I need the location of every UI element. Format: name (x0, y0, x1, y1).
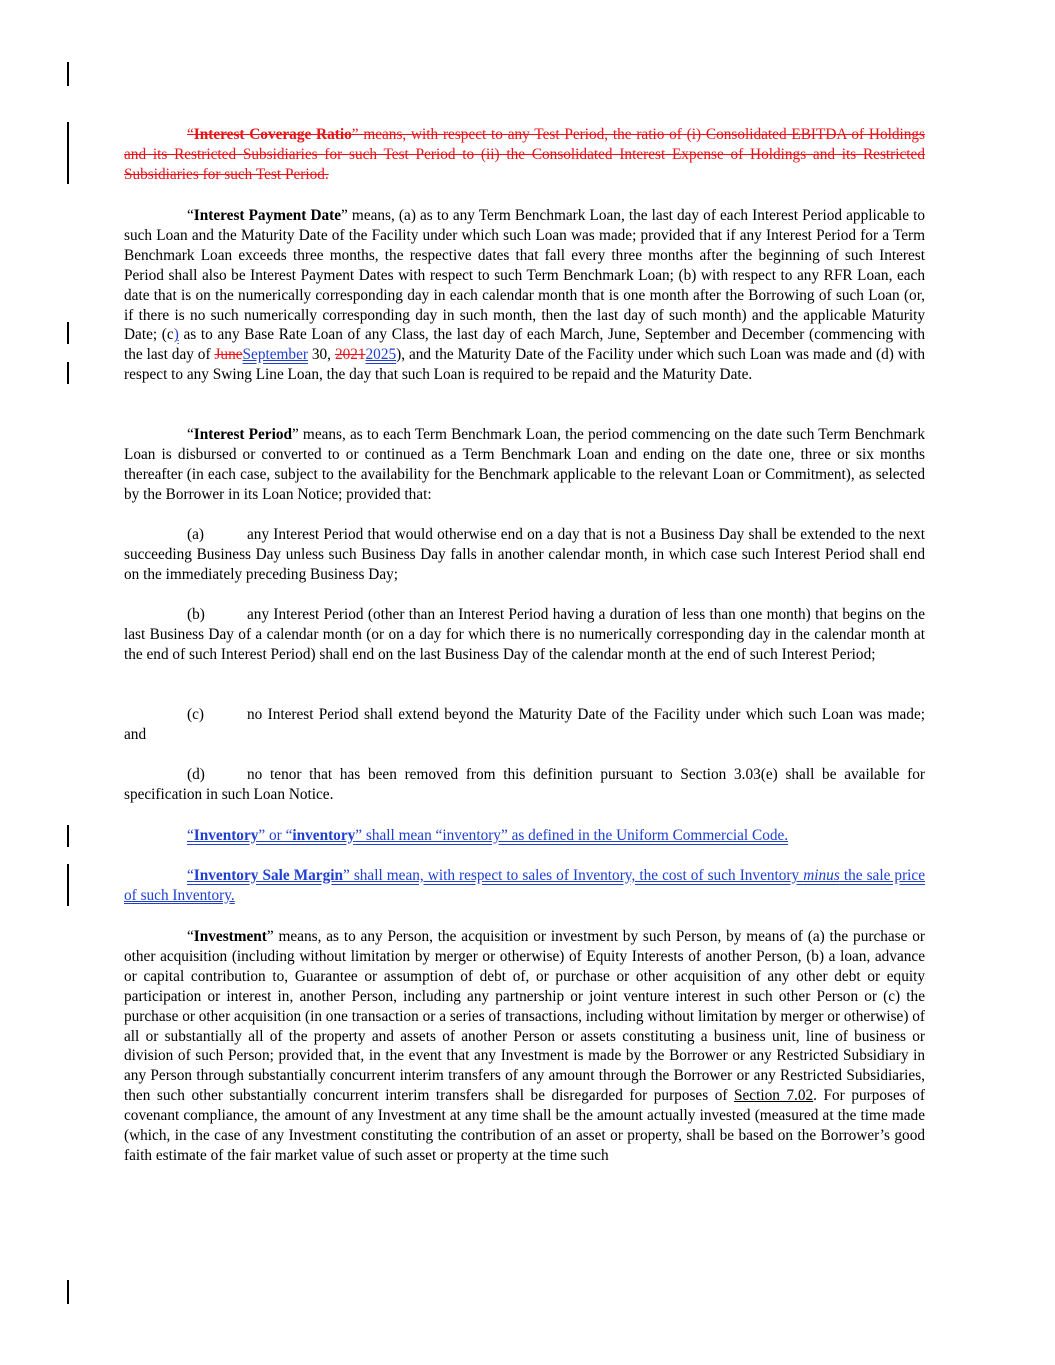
deleted-text: June (214, 346, 243, 364)
definition-body: ” shall mean, with respect to sales of Inventory, the cost of such Inventory (342, 867, 804, 884)
definition-body: ” shall mean “inventory” as defined in the Uniform Commercial Code. (355, 827, 789, 844)
clause-label: (c) (187, 706, 204, 723)
inserted-text: September (242, 346, 308, 364)
defined-term-alt: inventory (292, 827, 356, 844)
quote-separator: ” or “ (258, 827, 293, 844)
open-quote: “ (187, 928, 194, 945)
definition-body: ), and the Maturity Date of the Facility under which such Loan was made and (d) with respect to any Swing Line Loan, the day that such Loan is required to be repaid and the Maturity Date. (124, 346, 925, 384)
clause-label: (a) (187, 526, 204, 543)
definition-body: as to any Base Rate Loan of any Class, the last day of each March, June, September and December (commencing with the last day of (124, 326, 925, 364)
defined-term: Interest Coverage Ratio (193, 126, 352, 143)
clause-a (124, 525, 925, 585)
clause-text: any Interest Period that would otherwise end on a day that is not a Business Day shall be extended to the next succeeding Business Day unless such Business Day falls in another calendar month, in which case such Interest Period shall end on the immediately preceding Business Day; (124, 526, 925, 583)
definition-body: ” means, as to any Person, the acquisition or investment by such Person, by means of (a) the purchase or other acquisition (including without limitation by merger or otherwise) of Equity Interests of another Person, (b) a loan, advance or capital contribution to, Guarantee or assumption of debt of, or purchase or other acquisition of any other debt or equity participation or interest in, another Person, including any partnership or joint venture interest in such other Person or (c) the purchase or other acquisition (in one transaction or a series of transactions, including without limitation by merger or otherwise) of all or substantially all of the property and assets of another Person or assets constituting a business unit, line of business or division of such Person; provided that, in the event that any Investment is made by the Borrower or any Restricted Subsidiary in any Person through substantially concurrent interim transfers of any amount through the Borrower or any Restricted Subsidiaries, then such other substantially concurrent interim transfers shall be disregarded for purposes of (124, 928, 925, 1105)
change-bar (67, 322, 69, 344)
definition-body: the sale price of such Inventory. (124, 867, 926, 904)
definition-inventory (124, 826, 925, 846)
change-bar (67, 1280, 69, 1304)
italic-term: minus (803, 867, 840, 884)
clause-d (124, 765, 925, 805)
deleted-text: 2021 (334, 346, 366, 364)
open-quote: “ (187, 207, 194, 224)
definition-body: 30, (307, 346, 335, 364)
defined-term: Investment (193, 928, 267, 945)
change-bar (67, 62, 69, 86)
definition-body: . For purposes of covenant compliance, the amount of any Investment at any time shall be the amount actually invested (measured at the time made (which, in the case of any Investment constituting the contribution of an asset or property, shall be based on the Borrower’s good faith estimate of the fair market value of such asset or property at the time such (124, 1087, 925, 1164)
change-bar (67, 825, 69, 847)
clause-c (124, 705, 925, 745)
section-reference: Section 7.02 (733, 1087, 814, 1105)
clause-text: any Interest Period (other than an Interest Period having a duration of less than one month) that begins on the last Business Day of a calendar month (or on a day for which there is no numerically corresponding day in the calendar month at the end of such Interest Period) shall end on the last Business Day of the calendar month at the end of such Interest Period; (124, 606, 925, 663)
open-quote: “ (187, 126, 194, 143)
defined-term: Interest Payment Date (193, 207, 342, 224)
inserted-text: ) (173, 326, 179, 344)
defined-term: Interest Period (193, 426, 292, 443)
change-bar (67, 864, 69, 906)
definition-interest-coverage-ratio (124, 125, 925, 185)
open-quote: “ (187, 426, 194, 443)
clause-b (124, 605, 925, 665)
definition-investment (124, 927, 925, 1166)
open-quote: “ (187, 827, 194, 844)
change-bar (67, 122, 69, 184)
clause-text: no Interest Period shall extend beyond the Maturity Date of the Facility under which such Loan was made; and (124, 706, 925, 743)
clause-label: (d) (187, 766, 205, 783)
defined-term: Inventory Sale Margin (193, 867, 343, 884)
definition-body: ” means, (a) as to any Term Benchmark Loan, the last day of each Interest Period applicable to such Loan and the Maturity Date of the Facility under which such Loan was made; provided that if any Interest Period for a Term Benchmark Loan exceeds three months, the respective dates that fall every three months after the beginning of such Interest Period shall also be Interest Payment Dates with respect to such Term Benchmark Loan; (b) with respect to any RFR Loan, each date that is on the numerically corresponding day in each calendar month that is one month after the Borrowing of such Loan (or, if there is no such numerically corresponding day in such month, then the last day of such month) and the applicable Maturity Date; (c (124, 207, 925, 344)
definition-interest-payment-date (124, 206, 925, 385)
definition-inventory-sale-margin (124, 866, 925, 906)
change-bar (67, 362, 69, 384)
definition-body: ” means, as to each Term Benchmark Loan, the period commencing on the date such Term Benchmark Loan is disbursed or converted to or continued as a Term Benchmark Loan and ending on the date one, three or six months thereafter (in each case, subject to the availability for the Benchmark applicable to the relevant Loan or Commitment), as selected by the Borrower in its Loan Notice; provided that: (124, 426, 925, 503)
definition-interest-period (124, 425, 925, 505)
definition-body: ” means, with respect to any Test Period, the ratio of (i) Consolidated EBITDA of Holdings and its Restricted Subsidiaries for such Test Period to (ii) the Consolidated Interest Expense of Holdings and its Restricted Subsidiaries for such Test Period. (124, 126, 925, 183)
inserted-text: 2025 (365, 346, 397, 364)
clause-label: (b) (187, 606, 205, 623)
open-quote: “ (187, 867, 194, 884)
clause-text: no tenor that has been removed from this definition pursuant to Section 3.03(e) shall be available for specification in such Loan Notice. (124, 766, 925, 803)
defined-term: Inventory (193, 827, 259, 844)
